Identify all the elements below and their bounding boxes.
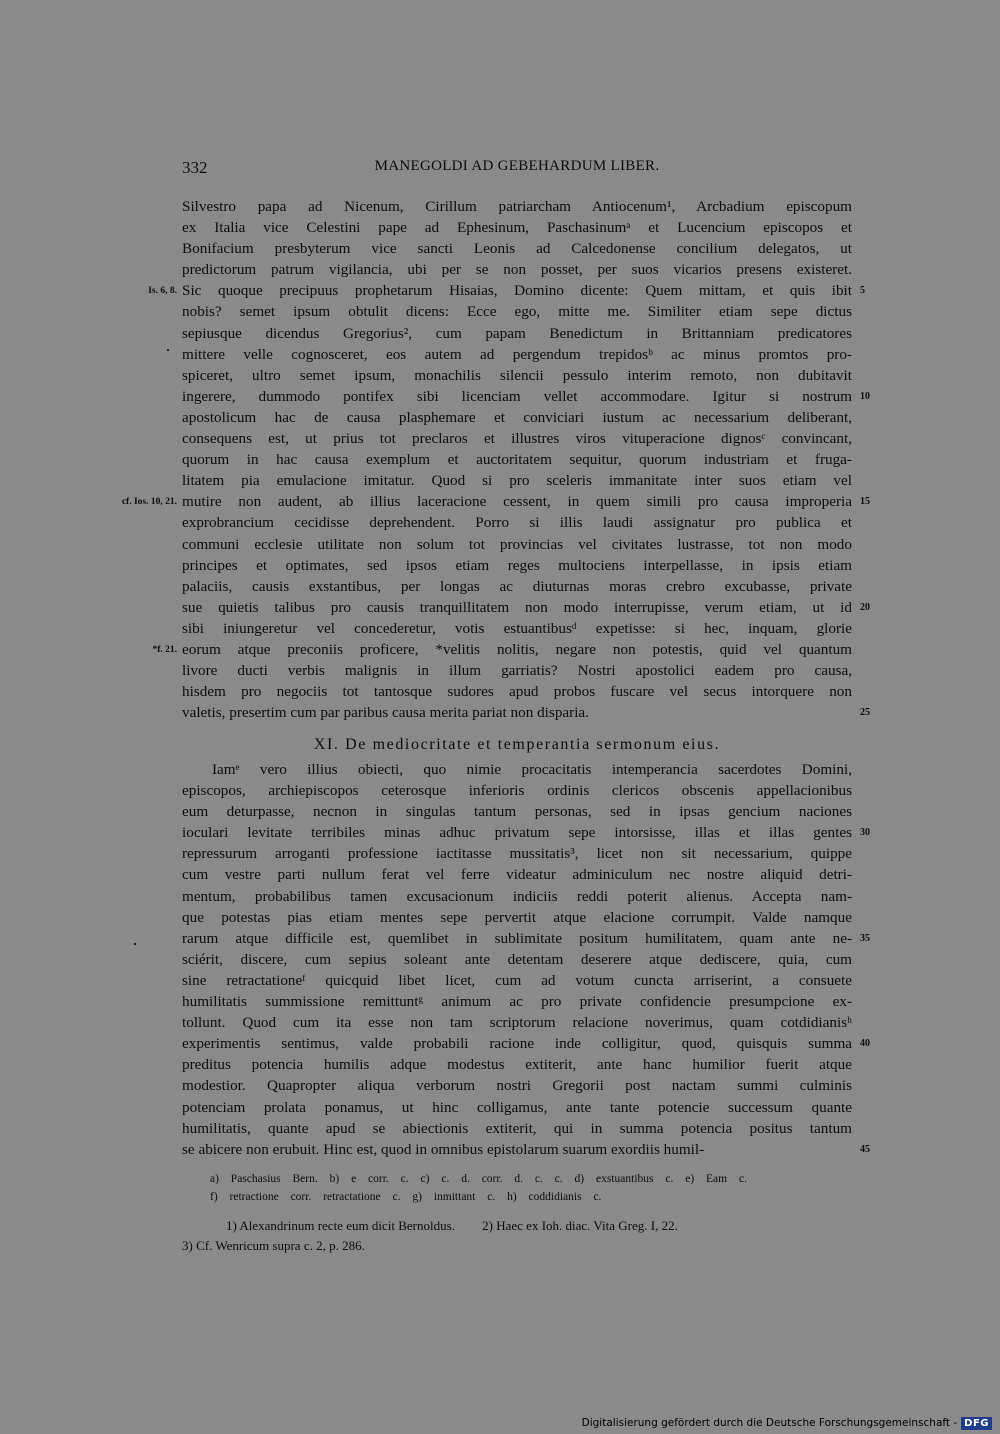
line-text: hisdem pro negociis tot tantosque sudores apud probos fuscare vel secus intorquere non [182,683,852,701]
text-line [182,1118,852,1139]
marginal-reference: cf. Ios. 10, 21. [121,497,177,508]
text-line [182,1033,870,1054]
text-line [182,660,852,681]
line-number: 35 [860,932,870,944]
apparatus-line: a) Paschasius Bern. b) e corr. c. c) c. d. corr. d. c. c. d) exstuantibus c. e) Eam c. [210,1173,747,1185]
text-line [182,407,852,428]
text-line [182,555,852,576]
text-line [182,238,852,259]
marginal-reference: *f. 21. [152,644,177,655]
text-line [121,491,870,512]
running-title: MANEGOLDI AD GEBEHARDUM LIBER. [374,158,660,174]
line-text: eorum atque preconiis proficere, *velitis nolitis, negare non potestis, quid vel quantum [182,640,852,658]
line-text: livore ducti verbis malignis in illum garriatis? Nostri apostolici eadem pro causa, [182,662,852,680]
page-header [182,158,852,180]
text-line [182,1012,852,1033]
line-text: litatem pia emulacione imitatur. Quod si pro sceleris immanitate inter suos etiam vel [182,472,852,490]
line-text: Silvestro papa ad Nicenum, Cirillum patriarcham Antiocenum¹, Arcbadium episcopum [182,198,852,215]
text-line [182,864,852,885]
line-number: 10 [860,390,870,402]
text-line [182,970,852,991]
text-line [182,323,852,344]
line-text: mentum, probabilibus tamen excusacionum indiciis reddi poterit alienus. Accepta nam- [182,887,852,905]
line-text: Iamᵉ vero illius obiecti, quo nimie procacitatis intemperancia sacerdotes Domini, [212,761,852,778]
text-line [182,759,852,780]
line-text: ingerere, dummodo pontifex sibi licenciam vellet accommodare. Igitur si nostrum [182,387,852,405]
text-line [182,801,852,822]
text-line [182,470,852,491]
line-text: consequens est, ut prius tot preclaros et illustres viros vituperacione dignosᶜ convincant, [182,430,852,448]
text-line [182,1139,870,1160]
text-line [182,822,870,843]
text-line [182,681,852,702]
apparatus-line: f) retractione corr. retractatione c. g) inmittant c. h) coddidianis c. [210,1191,602,1203]
funding-banner [582,1412,992,1434]
footnote-3: 3) Cf. Wenricum supra c. 2, p. 286. [182,1238,365,1253]
line-text: Sic quoque precipuus prophetarum Hisaias, Domino dicente: Quem mittam, et quis ibit [182,282,852,300]
line-text: quorum in hac causa exemplum et auctoritatem sequitur, quorum industriam et fruga- [182,451,852,469]
text-line [182,534,852,555]
line-number: 20 [860,601,870,613]
text-line [182,386,870,407]
footnotes [182,1216,852,1256]
text-line [182,576,852,597]
line-text: rarum atque difficile est, quemlibet in sublimitate positum humilitatem, quam ante ne- [182,929,852,947]
text-line [182,618,852,639]
line-text: mittere velle cognosceret, eos autem ad pergendum trepidosᵇ ac minus promtos pro- [182,345,852,363]
footnote-1: 1) Alexandrinum recte eum dicit Bernoldus. [226,1218,455,1233]
line-text: ioculari levitate terribiles minas adhuc privatum sepe intorsisse, illas et illas gentes [182,824,852,842]
text-line [182,217,852,238]
text-line [182,843,852,864]
line-text: sibi iniungeretur vel concederetur, votis estuantibusᵈ expetisse: si hec, inquam, glorie [182,619,852,637]
text-line [182,259,852,280]
line-text: episcopos, archiepiscopos ceterosque inferioris ordinis clericos obscenis appellacionibus [182,782,852,800]
line-text: spiceret, ultro semet ipsum, monachilis silencii pessulo interim remoto, non dubitavit [182,366,852,384]
line-text: sine retractationeᶠ quicquid libet licet, cum ad votum cuncta arriserint, a consuete [182,971,852,989]
text-line [182,1097,852,1118]
line-text: exprobrancium cecidisse deprehendent. Porro si illis laudi assignatur pro publica et [182,514,852,532]
line-text: potenciam prolata ponamus, ut hinc colligamus, ante tante potencie successum quante [182,1098,852,1116]
line-text: sue quietis talibus pro causis tranquillitatem non modo interrupisse, verum etiam, ut id [182,598,852,616]
line-text: repressurum arroganti professione iactitasse mussitatis³, licet non sit necessarium, quippe [182,845,852,863]
text-line [182,196,852,217]
main-text-block-2 [182,759,870,1160]
line-text: principes et optimates, sed ipsos etiam reges multociens interpellasse, in ipsis etiam [182,556,852,574]
text-line [182,512,852,533]
line-text: que potestas pias etiam mentes sepe pervertit atque elacione corrumpit. Valde namque [182,908,852,926]
text-line [182,1054,852,1075]
marginal-reference: Is. 6, 8. [148,286,177,297]
footnote-2: 2) Haec ex Ioh. diac. Vita Greg. I, 22. [482,1218,678,1233]
line-text: sciérit, discere, cum sepius soleant ante detentam deserere atque dediscere, quia, cum [182,950,852,968]
line-number: 40 [860,1038,870,1050]
line-text: cum vestre parti nullum ferat vel ferre videatur adminiculum nec nostre aliquid detri- [182,866,852,884]
line-number: 5 [860,285,865,297]
critical-apparatus [210,1170,852,1206]
line-text: nobis? semet ipsum obtulit dicens: Ecce ego, mitte me. Similiter etiam sepe dictus [182,303,852,321]
line-text: modestior. Quapropter aliqua verborum nostri Gregorii post nactam summi culminis [182,1077,852,1095]
line-text: se abicere non erubuit. Hinc est, quod in omnibus epistolarum suarum exordiis humil- [182,1140,705,1158]
line-text: sepiusque dicendus Gregorius², cum papam Benedictum in Brittanniam predicatores [182,324,852,342]
line-number: 15 [860,496,870,508]
page-number: 332 [182,158,208,177]
line-number: 30 [860,827,870,839]
line-text: humilitatis summissione remittuntᵍ animum ac pro private confidencie presumpcione ex- [182,993,852,1011]
text-line [182,907,852,928]
line-text: valetis, presertim cum par paribus causa merita pariat non disparia. [182,704,589,722]
line-text: eum deturpasse, necnon in singulas tantum personas, sed in ipsas gencium naciones [182,803,852,821]
funding-text: Digitalisierung gefördert durch die Deutsche Forschungsgemeinschaft - [581,1417,958,1429]
text-line [182,365,852,386]
line-text: tollunt. Quod cum ita esse non tam scriptorum relacione noverimus, quam cotdidianisʰ [182,1014,852,1032]
text-line [182,301,852,322]
text-line [182,449,852,470]
line-number: 25 [860,707,870,719]
line-text: experimentis sentimus, valde probabili racione inde colligitur, quod, quisquis summa [182,1035,852,1053]
text-line [182,702,870,723]
line-text: humilitatis, quante apud se abiectionis extiterit, qui in summa potencia positus tantum [182,1119,852,1137]
line-text: mutire non audent, ab illius laceracione cessent, in quem simili pro causa improperia [182,493,852,511]
text-line [182,597,870,618]
section-heading: XI. De mediocritate et temperantia sermonum eius. [313,736,721,753]
line-text: apostolicum hac de causa plasphemare et conviciari iustum ac necessarium deliberant, [182,408,852,426]
text-line [182,344,852,365]
text-line [182,949,852,970]
scan-speck [134,943,136,945]
text-line [182,991,852,1012]
line-text: predictorum patrum vigilancia, ubi per se non posset, per suos vicarios presens existeret. [182,261,852,279]
text-line [182,780,852,801]
line-text: Bonifacium presbyterum vice sancti Leonis ad Calcedonense concilium delegatos, ut [182,240,852,258]
line-text: ex Italia vice Celestini pape ad Ephesinum, Paschasinumᵃ et Lucencium episcopos et [182,219,852,237]
main-text-block-1 [121,196,870,723]
line-number: 45 [860,1143,870,1155]
line-text: communi ecclesie utilitate non solum tot provincias vel civitates lustrasse, tot non modo [182,535,852,553]
text-line [182,1075,852,1096]
line-text: palaciis, causis exstantibus, per longas ac diuturnas moras crebro excubasse, private [182,577,852,595]
line-text: preditus potencia humilis adque modestus extiterit, ante hanc humilior fuerit atque [182,1056,852,1074]
text-line [182,428,852,449]
text-line [182,886,852,907]
text-line [182,928,870,949]
scan-speck [167,349,169,351]
text-line [152,639,852,660]
text-line [148,280,865,301]
dfg-logo: DFG [961,1417,992,1430]
